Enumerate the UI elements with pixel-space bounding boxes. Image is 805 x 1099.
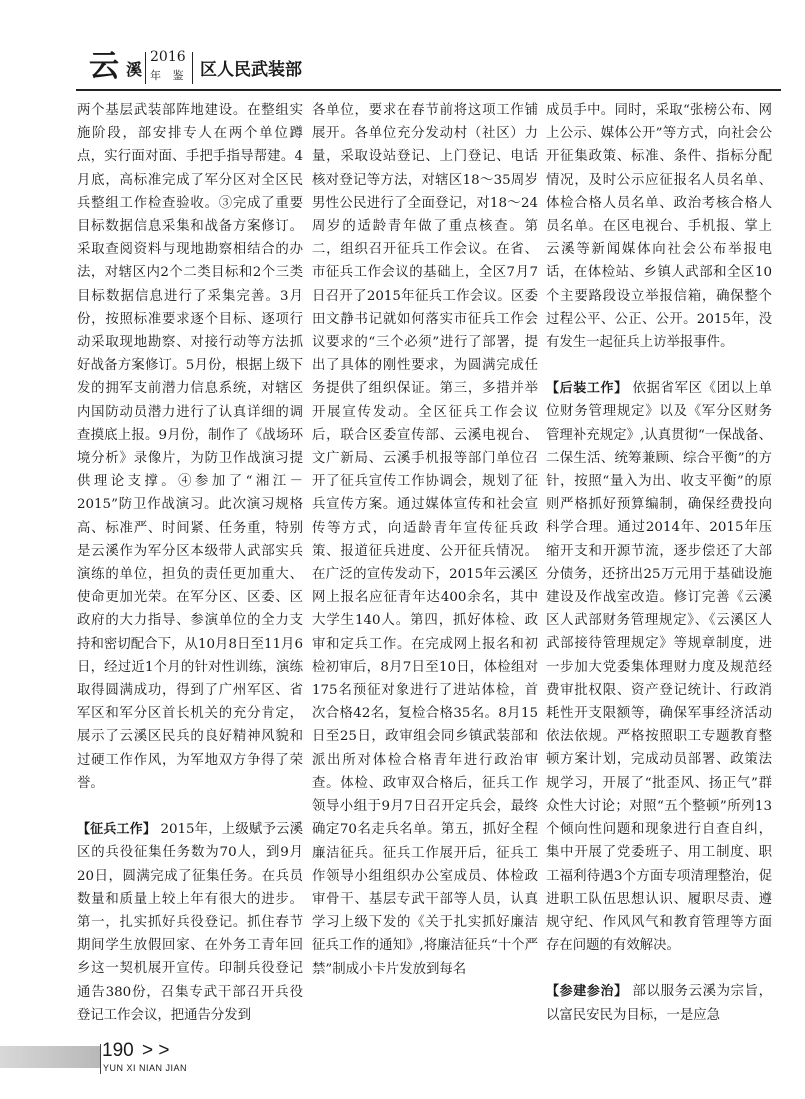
paragraph	[546, 980, 772, 1026]
section-label: 【征兵工作】	[77, 822, 157, 838]
header-char-yun: 云	[89, 49, 119, 84]
paragraph	[77, 818, 303, 1027]
text-column-3	[546, 99, 772, 1027]
footer-publication-name: YUN XI NIAN JIAN	[103, 1063, 188, 1073]
paragraph	[546, 377, 772, 957]
header-divider-2	[192, 52, 193, 84]
header-nianjian: 年 鉴	[150, 69, 188, 82]
paragraph: 两个基层武装部阵地建设。在整组实施阶段，部安排专人在两个单位蹲点，实行面对面、手把手指导帮建。4月底，高标准完成了军分区对全区民兵整组工作检查验收。③完成了重要目标数据信息采集和战备方案修订。采取查阅资料与现地勘察相结合的办法，对辖区内2个二类目标和2个三类目标数据信息进行了采集完善。3月份，按照标准要求逐个目标、逐项行动采取现地勘察、对接行动等方法抓好战备方案修订。5月份，根据上级下发的拥军支前潜力信息系统，对辖区内国防动员潜力进行了认真详细的调查摸底上报。9月份，制作了《战场环境分析》录像片，为防卫作战演习提供理论支撑。④参加了“湘江－2015”防卫作战演习。此次演习规格高、标准严、时间紧、任务重，特别是云溪作为军分区本级带人武部实兵演练的单位，担负的责任更加重大、使命更加光荣。在军分区、区委、区政府的大力指导、参演单位的全力支持和密切配合下，从10月8日至11月6日，经过近1个月的针对性训练，演练取得圆满成功，得到了广州军区、省军区和军分区首长机关的充分肯定，展示了云溪区民兵的良好精神风貌和过硬工作作风，为军地双方争得了荣誉。	[77, 103, 303, 791]
paragraph-text: 2015年，上级赋予云溪区的兵役征集任务数为70人，到9月20日，圆满完成了征集任务。在兵员数量和质量上较上年有很大的进步。第一，扎实抓好兵役登记。抓住春节期间学生放假回家、在外务工青年回乡这一契机展开宣传。印制兵役登记通告380份，召集专武干部召开兵役登记工作会议，把通告分发到	[77, 822, 303, 1023]
text-column-2	[312, 99, 538, 981]
paragraph-text: 部以服务云溪为宗旨，以富民安民为目标，一是应急	[546, 984, 772, 1023]
header-char-xi: 溪	[126, 60, 143, 79]
paragraph: 成员手中。同时，采取“张榜公布、网上公示、媒体公开”等方式，向社会公开征集政策、标准、条件、指标分配情况，及时公示应征报名人员名单、体检合格人员名单、政治考核合格人员名单。在区电视台、手机报、掌上云溪等新闻媒体向社会公布举报电话，在体检站、乡镇人武部和全区10个主要路段设立举报信箱，确保整个过程公平、公正、公开。2015年，没有发生一起征兵上访举报事件。	[546, 103, 772, 351]
footer-band	[0, 1046, 100, 1068]
page-header	[76, 22, 776, 92]
footer-divider	[100, 1044, 101, 1074]
header-divider	[145, 52, 146, 84]
text-column-1	[77, 99, 303, 1027]
section-label: 【后装工作】	[546, 381, 628, 397]
header-section-title: 区人民武装部	[200, 60, 302, 80]
paragraph-text: 依据省军区《团以上单位财务管理规定》以及《军分区财务管理补充规定》,认真贯彻“一保战备、二保生活、统筹兼顾、综合平衡”的方针，按照“量入为出、收支平衡”的原则严格抓好预算编制，确保经费投向科学合理。通过2014年、2015年压缩开支和开源节流，逐步偿还了大部分债务，还挤出25万元用于基础设施建设及作战室改造。修订完善《云溪区人武部财务管理规定》、《云溪区人武部接待管理规定》等规章制度，进一步加大党委集体理财力度及规范经费审批权限、资产登记统计、行政消耗性开支限额等，确保军事经济活动依法依规。严格按照职工专题教育整顿方案计划，完成动员部署、政策法规学习，开展了“批歪风、扬正气”群众性大讨论；对照“五个整顿”所列13个倾向性问题和现象进行自查自纠，集中开展了党委班子、用工制度、职工福利待遇3个方面专项清理整治，促进职工队伍思想认识、履职尽责、遵规守纪、作风风气和教育管理等方面存在问题的有效解决。	[546, 381, 772, 954]
header-rule	[76, 89, 781, 91]
section-label: 【参建参治】	[546, 984, 628, 1000]
header-year: 2016	[150, 49, 186, 65]
page-arrows: > >	[142, 1040, 170, 1061]
page-number: 190	[102, 1040, 134, 1061]
paragraph: 各单位，要求在春节前将这项工作铺展开。各单位充分发动村（社区）力量，采取设站登记、上门登记、电话核对登记等方法，对辖区18～35周岁男性公民进行了全面登记，对18～24周岁的适龄青年做了重点核查。第二，组织召开征兵工作会议。在省、市征兵工作会议的基础上，全区7月7日召开了2015年征兵工作会议。区委田文静书记就如何落实市征兵工作会议要求的“三个必须”进行了部署，提出了具体的刚性要求，为圆满完成任务提供了组织保证。第三，多措并举开展宣传发动。全区征兵工作会议后，联合区委宣传部、云溪电视台、文广新局、云溪手机报等部门单位召开了征兵宣传工作协调会，规划了征兵宣传方案。通过媒体宣传和社会宣传等方式，向适龄青年宣传征兵政策、报道征兵进度、公开征兵情况。在广泛的宣传发动下，2015年云溪区网上报名应征青年达400余名，其中大学生140人。第四，抓好体检、政审和定兵工作。在完成网上报名和初检初审后，8月7日至10日，体检组对175名预征对象进行了进站体检，首次合格42名，复检合格35名。8月15日至25日，政审组会同乡镇武装部和派出所对体检合格青年进行政治审查。体检、政审双合格后，征兵工作领导小组于9月7日召开定兵会，最终确定70名走兵名单。第五，抓好全程廉洁征兵。征兵工作展开后，征兵工作领导小组组织办公室成员、体检政审骨干、基层专武干部等人员，认真学习上级下发的《关于扎实抓好廉洁征兵工作的通知》,将廉洁征兵“十个严禁”制成小卡片发放到每名	[312, 103, 538, 977]
